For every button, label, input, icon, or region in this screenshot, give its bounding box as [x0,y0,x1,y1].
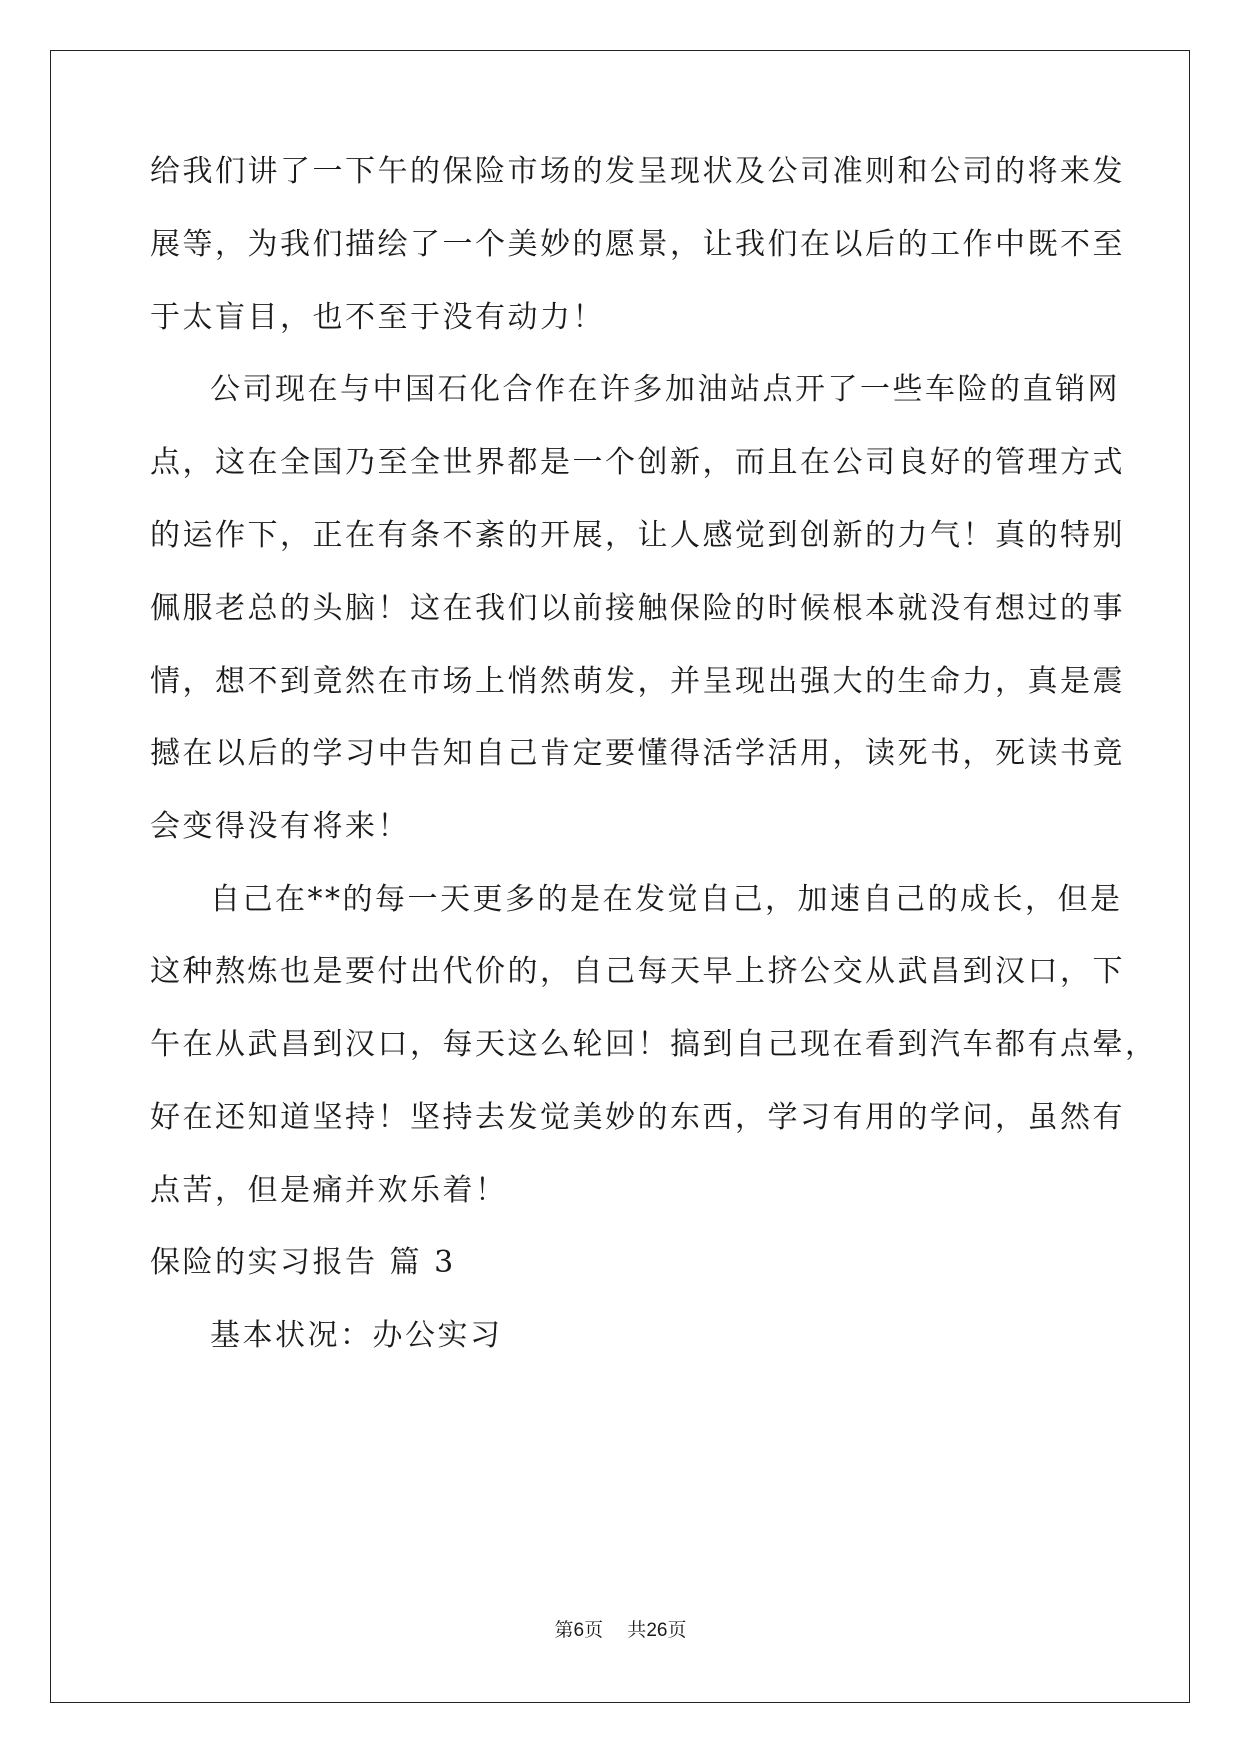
body-line: 午在从武昌到汉口，每天这么轮回！搞到自己现在看到汽车都有点晕， [150,1027,1158,1062]
footer-page-unit: 页 [584,1619,604,1641]
footer-prefix: 第 [554,1619,574,1641]
body-line: 佩服老总的头脑！这在我们以前接触保险的时候根本就没有想过的事 [150,591,1125,626]
body-line: 于太盲目，也不至于没有动力！ [150,300,605,335]
body-line: 的运作下，正在有条不紊的开展，让人感觉到创新的力气！真的特别 [150,518,1125,553]
footer-total-pages: 26 [646,1620,668,1641]
paragraph-start-line: 基本状况：办公实习 [210,1318,503,1353]
body-line: 点，这在全国乃至全世界都是一个创新，而且在公司良好的管理方式 [150,445,1125,480]
paragraph-start-line: 自己在**的每一天更多的是在发觉自己，加速自己的成长，但是 [210,882,1123,917]
body-line: 情，想不到竟然在市场上悄然萌发，并呈现出强大的生命力，真是震 [150,664,1125,699]
body-line: 点苦，但是痛并欢乐着！ [150,1173,508,1208]
body-line: 展等，为我们描绘了一个美妙的愿景，让我们在以后的工作中既不至 [150,227,1125,262]
body-line: 会变得没有将来！ [150,809,410,844]
footer-page-number: 6 [573,1620,585,1641]
footer-total-prefix: 共 [627,1619,647,1641]
paragraph-start-line: 公司现在与中国石化合作在许多加油站点开了一些车险的直销网 [210,372,1120,407]
body-line: 给我们讲了一下午的保险市场的发呈现状及公司准则和公司的将来发 [150,154,1125,189]
section-heading: 保险的实习报告 篇 3 [150,1245,456,1280]
body-line: 这种熬炼也是要付出代价的，自己每天早上挤公交从武昌到汉口，下 [150,954,1125,989]
body-line: 撼在以后的学习中告知自己肯定要懂得活学活用，读死书，死读书竟 [150,736,1125,771]
page-footer [0,1618,1241,1643]
body-line: 好在还知道坚持！坚持去发觉美妙的东西，学习有用的学问，虽然有 [150,1100,1125,1135]
footer-total-unit: 页 [667,1619,687,1641]
